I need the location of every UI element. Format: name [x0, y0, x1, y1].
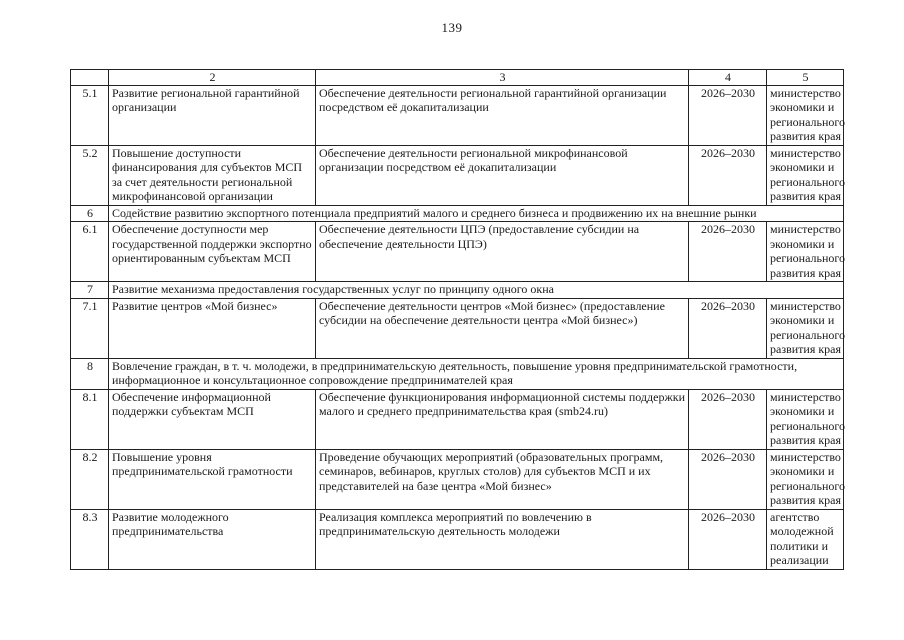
column-header-row [71, 70, 844, 86]
column-header-2: 2 [109, 70, 316, 86]
table-body [71, 70, 844, 570]
responsible-executor: министерство экономики и регионального развития края [767, 145, 844, 205]
measure-number: 5.1 [71, 85, 109, 145]
implementation-term: 2026–2030 [689, 389, 767, 449]
measure-name: Повышение доступности финансирования для субъектов МСП за счет деятельности региональной микрофинансовой организации [109, 145, 316, 205]
measure-number: 7.1 [71, 298, 109, 358]
table-row [71, 389, 844, 449]
column-header-4: 4 [689, 70, 767, 86]
section-title: Развитие механизма предоставления государственных услуг по принципу одного окна [109, 282, 844, 299]
implementation-term: 2026–2030 [689, 222, 767, 282]
column-header-3: 3 [316, 70, 689, 86]
measure-description: Обеспечение деятельности центров «Мой бизнес» (предоставление субсидии на обеспечение деятельности центра «Мой бизнес») [316, 298, 689, 358]
responsible-executor: агентство молодежной политики и реализации [767, 509, 844, 569]
section-row [71, 282, 844, 299]
table-row [71, 145, 844, 205]
responsible-executor: министерство экономики и регионального развития края [767, 449, 844, 509]
measure-number: 6.1 [71, 222, 109, 282]
implementation-term: 2026–2030 [689, 85, 767, 145]
section-row [71, 358, 844, 389]
measure-name: Обеспечение информационной поддержки субъектам МСП [109, 389, 316, 449]
responsible-executor: министерство экономики и регионального развития края [767, 298, 844, 358]
measure-description: Реализация комплекса мероприятий по вовлечению в предпринимательскую деятельность молодежи [316, 509, 689, 569]
measures-table [70, 69, 844, 570]
column-header-1 [71, 70, 109, 86]
responsible-executor: министерство экономики и регионального развития края [767, 389, 844, 449]
implementation-term: 2026–2030 [689, 509, 767, 569]
measure-name: Обеспечение доступности мер государственной поддержки экспортно ориентированным субъектам МСП [109, 222, 316, 282]
measure-name: Развитие центров «Мой бизнес» [109, 298, 316, 358]
measure-name: Развитие молодежного предпринимательства [109, 509, 316, 569]
responsible-executor: министерство экономики и регионального развития края [767, 222, 844, 282]
measure-description: Обеспечение функционирования информационной системы поддержки малого и среднего предпринимательства края (smb24.ru) [316, 389, 689, 449]
measure-description: Проведение обучающих мероприятий (образовательных программ, семинаров, вебинаров, круглых столов) для субъектов МСП и их представителей на базе центра «Мой бизнес» [316, 449, 689, 509]
measure-number: 8.3 [71, 509, 109, 569]
table-row [71, 222, 844, 282]
measure-number: 8.2 [71, 449, 109, 509]
measure-number: 8.1 [71, 389, 109, 449]
implementation-term: 2026–2030 [689, 449, 767, 509]
table-row [71, 449, 844, 509]
measure-description: Обеспечение деятельности региональной гарантийной организации посредством её докапитализации [316, 85, 689, 145]
table-row [71, 85, 844, 145]
section-number: 8 [71, 358, 109, 389]
implementation-term: 2026–2030 [689, 145, 767, 205]
table-row [71, 509, 844, 569]
column-header-5: 5 [767, 70, 844, 86]
section-number: 6 [71, 205, 109, 222]
measure-name: Развитие региональной гарантийной организации [109, 85, 316, 145]
measure-description: Обеспечение деятельности ЦПЭ (предоставление субсидии на обеспечение деятельности ЦПЭ) [316, 222, 689, 282]
measure-description: Обеспечение деятельности региональной микрофинансовой организации посредством её докапитализации [316, 145, 689, 205]
section-row [71, 205, 844, 222]
measure-number: 5.2 [71, 145, 109, 205]
page-number: 139 [441, 20, 463, 35]
measure-name: Повышение уровня предпринимательской грамотности [109, 449, 316, 509]
implementation-term: 2026–2030 [689, 298, 767, 358]
section-title: Вовлечение граждан, в т. ч. молодежи, в предпринимательскую деятельность, повышение уровня предпринимательской грамотности, информационное и консультационное сопровождение предпринимателей края [109, 358, 844, 389]
responsible-executor: министерство экономики и регионального развития края [767, 85, 844, 145]
section-title: Содействие развитию экспортного потенциала предприятий малого и среднего бизнеса и продвижению их на внешние рынки [109, 205, 844, 222]
table-row [71, 298, 844, 358]
section-number: 7 [71, 282, 109, 299]
